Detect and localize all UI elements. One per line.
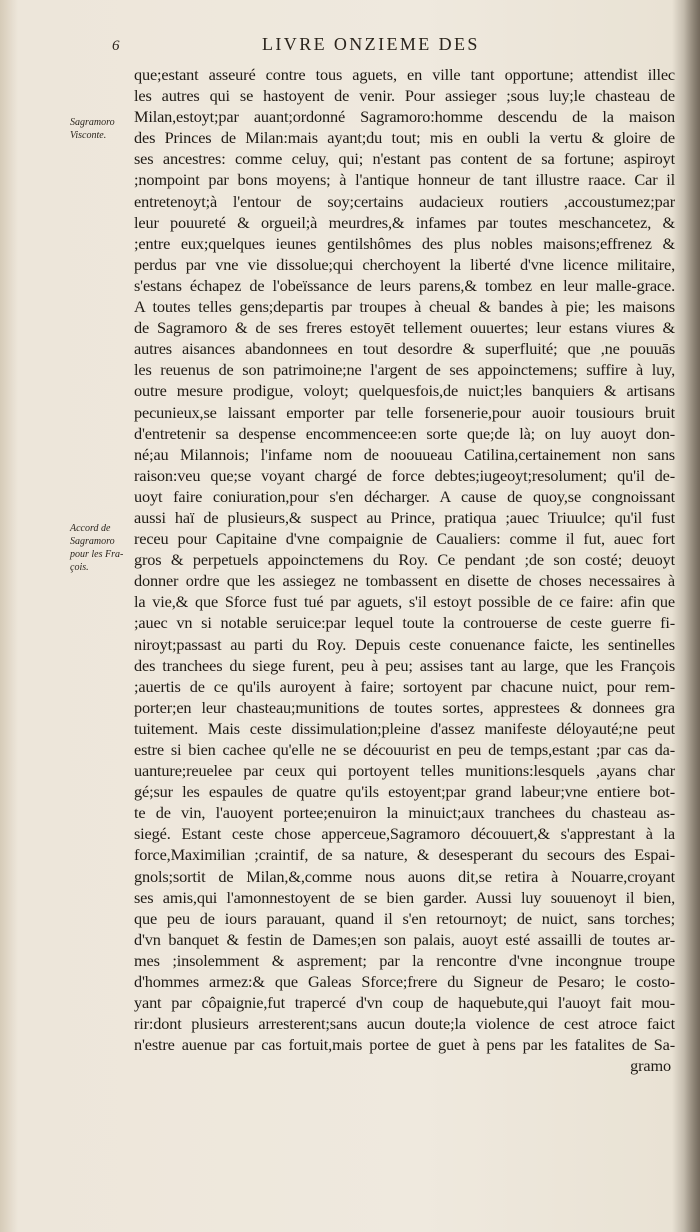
running-head: LIVRE ONZIEME DES bbox=[262, 34, 480, 54]
page-number: 6 bbox=[112, 38, 120, 54]
text-line: uanture;reuelee par ceux qui portoyent telles munitions:lesquels ,ayans char bbox=[134, 761, 675, 781]
text-line: gros & perpetuels appoinctemens du Roy. Ce pendant ;de son costé; deuoyt bbox=[134, 550, 675, 570]
text-line: entretenoyt;à l'entour de soy;certains audacieux routiers ,accoustumez;par bbox=[134, 191, 675, 211]
text-line: aussi haï de plusieurs,& suspect au Prince, pratiqua ;auec Triuulce; qu'il fust bbox=[134, 507, 675, 527]
text-line: s'estans échapez de l'obeïssance de leurs parens,& tombez en leur malle-grace. bbox=[134, 275, 675, 295]
margin-note-sagramoro bbox=[70, 116, 134, 142]
margin-note-line: çois. bbox=[70, 562, 89, 573]
margin-note-line: pour les Fra- bbox=[70, 549, 124, 560]
text-line: Milan,estoyt;par auant;ordonné Sagramoro:homme descendu de la maison bbox=[134, 107, 675, 127]
text-line: niroyt;passast au parti du Roy. Depuis ceste conuenance faicte, les sentinelles bbox=[134, 634, 675, 654]
text-line: te de vin, l'auoyent portee;enuiron la minuict;aux tranchees du chasteau as- bbox=[134, 803, 675, 823]
margin-note-line: Sagramoro bbox=[70, 536, 115, 547]
text-line: né;au Milannois; l'infame nom de noouueau Catilina,certainement non sans bbox=[134, 444, 675, 464]
text-line: la vie,& que Sforce fust tué par aguets, s'il estoyt possible de ce faire: afin que bbox=[134, 592, 675, 612]
margin-note-accord bbox=[70, 522, 134, 574]
margin-note-line: Visconte. bbox=[70, 130, 107, 141]
text-line: gnols;sortit de Milan,&,comme nous auons dit,se retira à Nouarre,croyant bbox=[134, 866, 675, 886]
text-line: donner ordre que les assiegez ne tombassent en disette de choses necessaires à bbox=[134, 571, 675, 591]
text-line: ;auertis de ce qu'ils auroyent à faire; sortoyent par chacune nuict, pour rem- bbox=[134, 676, 675, 696]
text-line: que peu de iours parauant, quand il s'en retournoyt; de nuict, sans torches; bbox=[134, 908, 675, 928]
text-line: ;entre eux;quelques ieunes gentilshômes des plus nobles maisons;effrenez & bbox=[134, 233, 675, 253]
text-line: outre mesure prodigue, voloyt; quelquesfois,de nuict;les banquiers & artisans bbox=[134, 381, 675, 401]
text-line: n'estre auenue par cas fortuit,mais portee de guet à pens par les fatalites de Sa- bbox=[134, 1035, 675, 1055]
text-line: gramo bbox=[630, 1056, 671, 1076]
margin-note-line: Sagramoro bbox=[70, 117, 115, 128]
text-line: d'entretenir sa despense encommencee:en sorte que;de là; on luy auoyt don- bbox=[134, 423, 675, 443]
text-line: receu pour Capitaine d'vne compaignie de Caualiers: comme il fut, auec fort bbox=[134, 529, 675, 549]
text-line: que;estant asseuré contre tous aguets, en ville tant opportune; attendist illec bbox=[134, 65, 675, 84]
text-line: yant par côpaignie,fut trapercé d'vn coup de haquebute,qui l'auoyt fait mou- bbox=[134, 993, 675, 1013]
text-line: d'hommes armez:& que Galeas Sforce;frere du Signeur de Pesaro; le costo- bbox=[134, 972, 675, 992]
text-line: des Princes de Milan:mais ayant;du tout; mis en oubli la vertu & gloire de bbox=[134, 128, 675, 148]
text-line: d'vn banquet & festin de Dames;en son palais, auoyt esté assailli de toutes ar- bbox=[134, 929, 675, 949]
text-line: gé;sur les espaules de quatre qu'ils estoyent;par grand labeur;vne entiere bot- bbox=[134, 782, 675, 802]
text-line: porter;en leur chasteau;munitions de toutes sortes, apprestees & donnees gra bbox=[134, 697, 675, 717]
text-line: pecunieux,se laissant emporter par telle forsenerie,pour auoir tousiours bruit bbox=[134, 402, 675, 422]
text-line: A toutes telles gens;departis par troupes à cheual & bandes à pie; les maisons bbox=[134, 297, 675, 317]
text-line: ;nompoint par bons moyens; à l'antique honneur de tant illustre raace. Car il bbox=[134, 170, 675, 190]
margin-note-line: Accord de bbox=[70, 523, 111, 534]
text-line: tuitement. Mais ceste dissimulation;pleine d'assez manifeste déloyauté;ne peut bbox=[134, 718, 675, 738]
text-line: rir:dont plusieurs arresterent;sans aucun doute;la violence de cest atroce faict bbox=[134, 1014, 675, 1034]
text-line: leur pouureté & orgueil;à meurdres,& infames par toutes meschancetez, & bbox=[134, 212, 675, 232]
main-text-block bbox=[134, 64, 675, 1077]
text-line: les autres qui se hastoyent de venir. Pour assieger ;sous luy;le chasteau de bbox=[134, 86, 675, 106]
text-line: ;auec vn si notable seruice:par lequel toute la controuerse de ceste guerre fi- bbox=[134, 613, 675, 633]
text-line: ses ancestres: comme celuy, qui; n'estant pas content de sa fortune; aspiroyt bbox=[134, 149, 675, 169]
text-line: des tranchees du siege furent, peu à peu; assises tant au large, que les François bbox=[134, 655, 675, 675]
text-line: raison:veu que;se voyant chargé de force debtes;iugeoyt;resolument; qu'il de- bbox=[134, 465, 675, 485]
text-line: uoyt faire coniuration,pour s'en décharger. A cause de quoy,se congnoissant bbox=[134, 486, 675, 506]
text-line: perdus par vne vie dissolue;qui cherchoyent la liberté d'vne licence militaire, bbox=[134, 254, 675, 274]
text-line: mes ;insolemment & asprement; par la rencontre d'vne incongnue troupe bbox=[134, 950, 675, 970]
text-line: estre si bien cachee qu'elle ne se découurist en peu de temps,estant ;par cas da- bbox=[134, 740, 675, 759]
text-line: autres aisances abandonnees en tout desordre & superfluité; que ,ne pouuās bbox=[134, 339, 675, 359]
text-line: ses amis,qui l'amonnestoyent de se bien garder. Aussi luy souuenoyt il bien, bbox=[134, 887, 675, 907]
text-line: de Sagramoro & de ses freres estoyēt tellement ouuertes; leur estans viures & bbox=[134, 318, 675, 338]
text-line: force,Maximilian ;craintif, de sa nature, & desesperant du secours des Espai- bbox=[134, 845, 675, 865]
text-line: les reuenus de son patrimoine;ne l'argent de ses appoinctemens; suffire à luy, bbox=[134, 360, 675, 380]
text-line: siegé. Estant ceste chose apperceue,Sagramoro découuert,& s'apprestant à la bbox=[134, 824, 675, 844]
